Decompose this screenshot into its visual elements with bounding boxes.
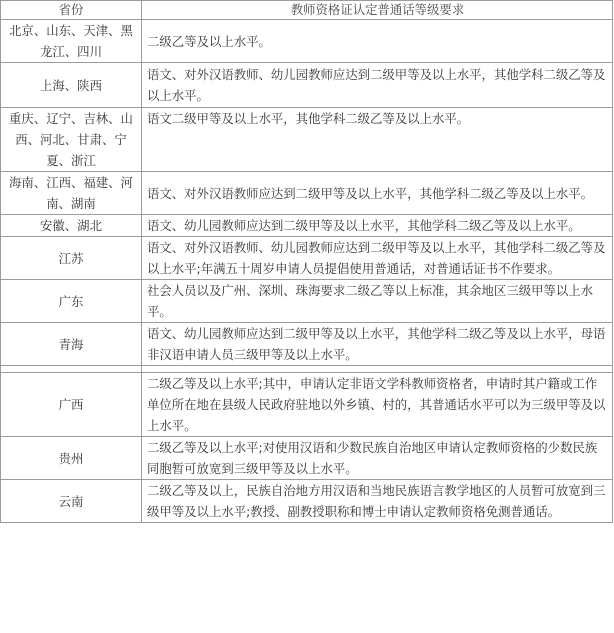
province-cell: 上海、陕西 [1,63,142,108]
table-row [1,437,613,480]
province-cell: 贵州 [1,437,142,480]
requirement-cell: 语文、对外汉语教师、幼儿园教师应达到二级甲等及以上水平，其他学科二级乙等及以上水平。 [142,63,613,108]
province-cell: 广西 [1,373,142,437]
page-break-cell [1,366,142,373]
requirement-cell: 语文、幼儿园教师应达到二级甲等及以上水平，其他学科二级乙等及以上水平，母语非汉语申请人员三级甲等及以上水平。 [142,323,613,366]
province-cell: 江苏 [1,237,142,280]
table-row [1,172,613,215]
requirement-cell: 语文、对外汉语教师、幼儿园教师应达到二级甲等及以上水平，其他学科二级乙等及以上水平;年满五十周岁申请人员提倡使用普通话，对普通话证书不作要求。 [142,237,613,280]
table-header-row [1,1,613,20]
table-row [1,215,613,237]
province-cell: 海南、江西、福建、河南、湖南 [1,172,142,215]
requirement-cell: 语文、幼儿园教师应达到二级甲等及以上水平，其他学科二级乙等及以上水平。 [142,215,613,237]
table-row [1,280,613,323]
province-cell: 重庆、辽宁、吉林、山西、河北、甘肃、宁夏、浙江 [1,108,142,172]
province-cell: 广东 [1,280,142,323]
requirement-cell: 二级乙等及以上，民族自治地方用汉语和当地民族语言教学地区的人员暂可放宽到三级甲等及以上水平;教授、副教授职称和博士申请认定教师资格免测普通话。 [142,480,613,523]
table-row [1,20,613,63]
requirement-cell: 社会人员以及广州、深圳、珠海要求二级乙等以上标准，其余地区三级甲等以上水平。 [142,280,613,323]
province-cell: 青海 [1,323,142,366]
page-break-cell [142,366,613,373]
table-page-break [1,366,613,373]
header-requirement: 教师资格证认定普通话等级要求 [142,1,613,20]
requirement-cell: 语文、对外汉语教师应达到二级甲等及以上水平，其他学科二级乙等及以上水平。 [142,172,613,215]
requirement-cell: 二级乙等及以上水平。 [142,20,613,63]
requirement-cell: 语文二级甲等及以上水平，其他学科二级乙等及以上水平。 [142,108,613,172]
province-cell: 安徽、湖北 [1,215,142,237]
table-row [1,323,613,366]
table-row [1,63,613,108]
table-row [1,480,613,523]
table-row [1,237,613,280]
requirement-cell: 二级乙等及以上水平;对使用汉语和少数民族自治地区申请认定教师资格的少数民族同胞暂可放宽到三级甲等及以上水平。 [142,437,613,480]
header-province: 省份 [1,1,142,20]
requirement-cell: 二级乙等及以上水平;其中，申请认定非语文学科教师资格者，申请时其户籍或工作单位所在地在县级人民政府驻地以外乡镇、村的，其普通话水平可以为三级甲等及以上水平。 [142,373,613,437]
table-row [1,108,613,172]
province-cell: 云南 [1,480,142,523]
province-cell: 北京、山东、天津、黑龙江、四川 [1,20,142,63]
table-row [1,373,613,437]
